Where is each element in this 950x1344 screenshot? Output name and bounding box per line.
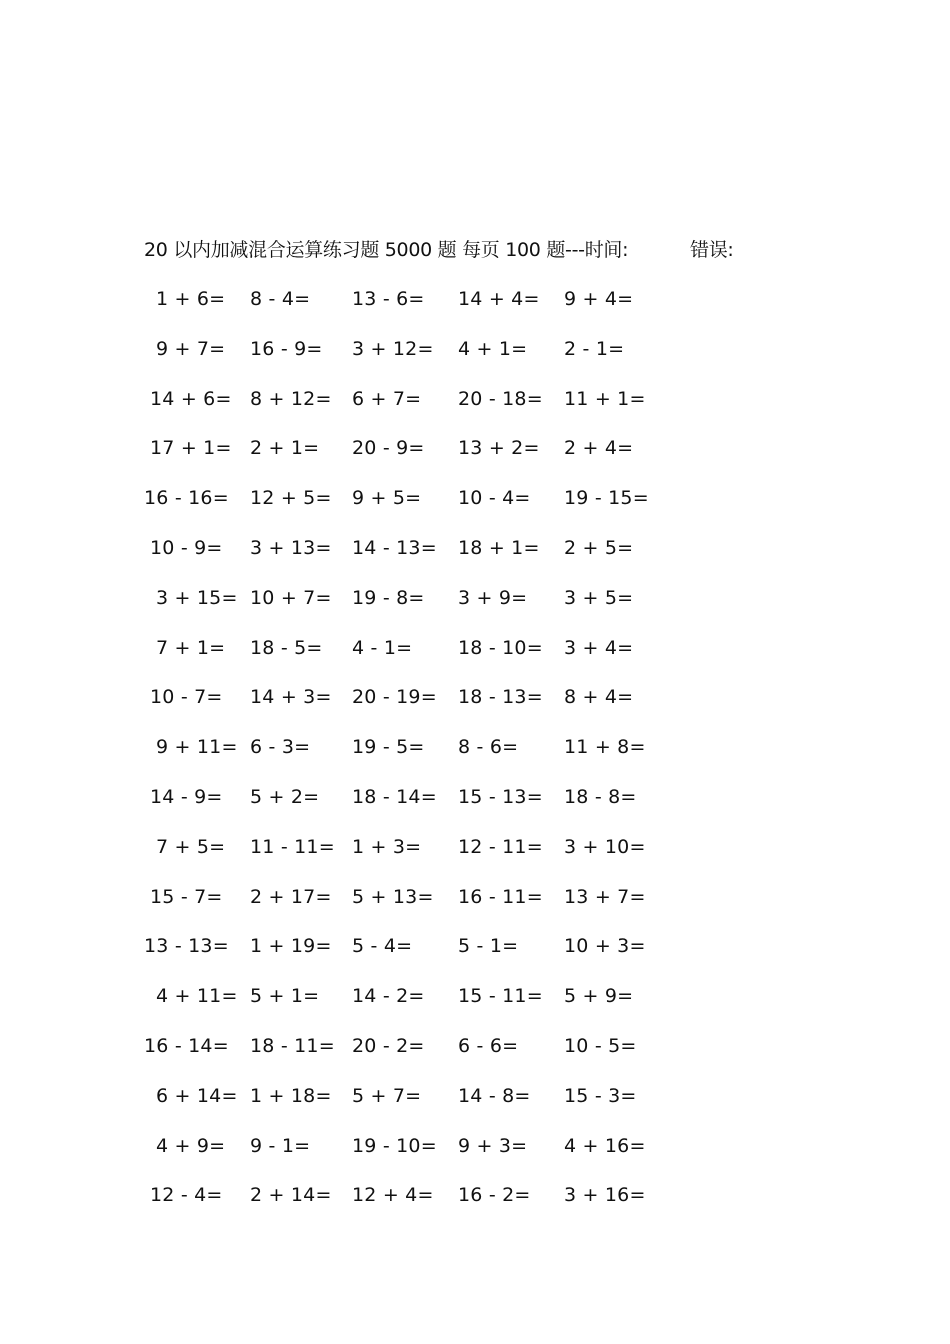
problem-item: 1 + 19= <box>250 935 332 958</box>
problem-item: 4 + 9= <box>156 1134 226 1157</box>
problem-item: 7 + 1= <box>156 636 226 659</box>
problem-item: 9 + 5= <box>352 487 422 510</box>
problem-item: 3 + 5= <box>564 586 634 609</box>
problem-item: 15 - 3= <box>564 1084 637 1107</box>
problem-row <box>0 484 950 512</box>
problem-item: 15 - 11= <box>458 985 543 1008</box>
problem-item: 20 - 9= <box>352 437 425 460</box>
problem-item: 12 - 4= <box>150 1184 223 1207</box>
problem-item: 2 + 17= <box>250 885 332 908</box>
problem-item: 14 - 8= <box>458 1084 531 1107</box>
problem-row <box>0 932 950 960</box>
problem-item: 13 + 7= <box>564 885 646 908</box>
problem-item: 13 + 2= <box>458 437 540 460</box>
worksheet-title: 20 以内加减混合运算练习题 5000 题 每页 100 题---时间: <box>144 239 629 261</box>
problem-item: 11 + 1= <box>564 387 646 410</box>
problem-row <box>0 385 950 413</box>
problem-item: 3 + 16= <box>564 1184 646 1207</box>
problem-item: 6 - 6= <box>458 1035 519 1057</box>
problem-item: 10 - 7= <box>150 686 223 709</box>
problem-item: 19 - 5= <box>352 736 425 759</box>
problem-item: 12 + 4= <box>352 1184 434 1207</box>
problem-item: 2 + 1= <box>250 437 320 460</box>
problem-item: 8 - 4= <box>250 288 311 310</box>
problem-item: 10 - 9= <box>150 537 223 559</box>
problem-row <box>0 833 950 861</box>
problem-item: 2 + 5= <box>564 537 634 559</box>
problem-row <box>0 1181 950 1209</box>
problem-item: 20 - 18= <box>458 387 543 410</box>
problem-item: 5 + 13= <box>352 885 434 908</box>
problem-item: 14 + 6= <box>150 387 232 410</box>
errors-label: 错误: <box>690 239 734 261</box>
problem-item: 9 + 7= <box>156 337 226 360</box>
problem-item: 9 + 4= <box>564 288 634 310</box>
problem-item: 4 + 16= <box>564 1134 646 1157</box>
problem-item: 1 + 6= <box>156 288 226 310</box>
problem-item: 20 - 2= <box>352 1035 425 1057</box>
problem-item: 6 - 3= <box>250 736 311 759</box>
problem-row <box>0 1082 950 1110</box>
problem-item: 15 - 7= <box>150 885 223 908</box>
problem-row <box>0 683 950 711</box>
problem-item: 10 + 3= <box>564 935 646 958</box>
problem-item: 3 + 9= <box>458 586 528 609</box>
problem-item: 4 - 1= <box>352 636 413 659</box>
problem-item: 14 - 2= <box>352 985 425 1008</box>
problem-row <box>0 982 950 1010</box>
problem-item: 3 + 12= <box>352 337 434 360</box>
problem-item: 13 - 6= <box>352 288 425 310</box>
problem-item: 5 + 7= <box>352 1084 422 1107</box>
problem-row <box>0 335 950 363</box>
problem-item: 9 - 1= <box>250 1134 311 1157</box>
problem-item: 17 + 1= <box>150 437 232 460</box>
problem-row <box>0 434 950 462</box>
problem-row <box>0 534 950 562</box>
problem-item: 18 - 10= <box>458 636 543 659</box>
problem-item: 7 + 5= <box>156 835 226 858</box>
problem-item: 15 - 13= <box>458 786 543 808</box>
problem-item: 16 - 14= <box>144 1035 229 1057</box>
problem-row <box>0 1032 950 1060</box>
problem-item: 9 + 3= <box>458 1134 528 1157</box>
problem-item: 16 - 2= <box>458 1184 531 1207</box>
problem-item: 16 - 16= <box>144 487 229 510</box>
problem-item: 12 + 5= <box>250 487 332 510</box>
problem-item: 10 - 5= <box>564 1035 637 1057</box>
problem-row <box>0 285 950 313</box>
problem-item: 10 + 7= <box>250 586 332 609</box>
problem-item: 18 - 5= <box>250 636 323 659</box>
problem-item: 14 + 3= <box>250 686 332 709</box>
problem-item: 12 - 11= <box>458 835 543 858</box>
problem-item: 10 - 4= <box>458 487 531 510</box>
problem-row <box>0 634 950 662</box>
problem-item: 1 + 3= <box>352 835 422 858</box>
problem-row <box>0 733 950 761</box>
problem-item: 11 + 8= <box>564 736 646 759</box>
problem-item: 8 + 4= <box>564 686 634 709</box>
problem-item: 8 - 6= <box>458 736 519 759</box>
problem-item: 5 - 1= <box>458 935 519 958</box>
problem-row <box>0 1132 950 1160</box>
problem-item: 3 + 4= <box>564 636 634 659</box>
problem-item: 18 - 8= <box>564 786 637 808</box>
problem-item: 14 - 9= <box>150 786 223 808</box>
problem-item: 19 - 8= <box>352 586 425 609</box>
problem-item: 9 + 11= <box>156 736 238 759</box>
problem-item: 5 + 1= <box>250 985 320 1008</box>
problem-item: 19 - 10= <box>352 1134 437 1157</box>
problem-item: 18 - 14= <box>352 786 437 808</box>
problem-item: 6 + 7= <box>352 387 422 410</box>
problem-item: 14 + 4= <box>458 288 540 310</box>
problem-item: 5 + 2= <box>250 786 320 808</box>
problem-item: 11 - 11= <box>250 835 335 858</box>
problem-item: 2 - 1= <box>564 337 625 360</box>
problem-item: 13 - 13= <box>144 935 229 958</box>
problem-item: 2 + 4= <box>564 437 634 460</box>
problem-item: 16 - 9= <box>250 337 323 360</box>
problem-item: 3 + 15= <box>156 586 238 609</box>
problem-row <box>0 584 950 612</box>
problem-item: 18 - 13= <box>458 686 543 709</box>
problem-item: 16 - 11= <box>458 885 543 908</box>
problem-item: 5 + 9= <box>564 985 634 1008</box>
problem-item: 19 - 15= <box>564 487 649 510</box>
problem-item: 6 + 14= <box>156 1084 238 1107</box>
problem-item: 14 - 13= <box>352 537 437 559</box>
problem-item: 5 - 4= <box>352 935 413 958</box>
problem-item: 8 + 12= <box>250 387 332 410</box>
problem-item: 3 + 10= <box>564 835 646 858</box>
problem-item: 2 + 14= <box>250 1184 332 1207</box>
problem-item: 1 + 18= <box>250 1084 332 1107</box>
problem-item: 4 + 1= <box>458 337 528 360</box>
problem-row <box>0 783 950 811</box>
worksheet-header <box>144 236 734 264</box>
problem-item: 4 + 11= <box>156 985 238 1008</box>
problem-row <box>0 883 950 911</box>
problem-item: 18 - 11= <box>250 1035 335 1057</box>
problem-item: 20 - 19= <box>352 686 437 709</box>
problem-item: 3 + 13= <box>250 537 332 559</box>
problem-item: 18 + 1= <box>458 537 540 559</box>
